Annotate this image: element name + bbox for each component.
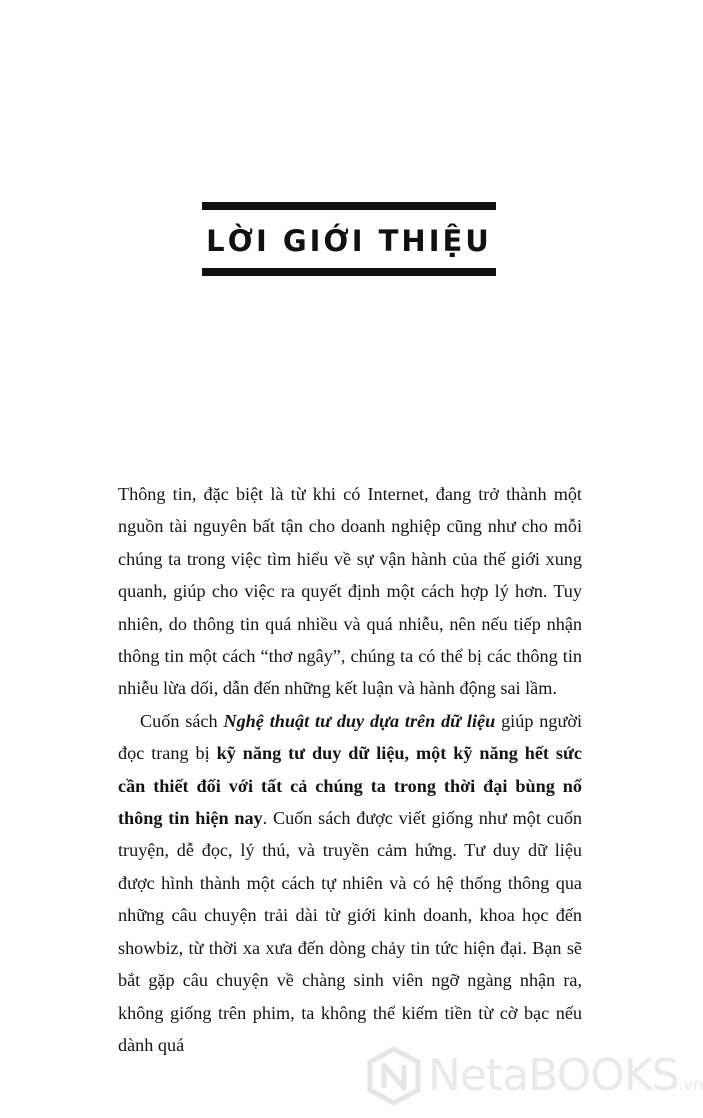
watermark-brand: NetaBOOKS <box>428 1050 679 1101</box>
body-text <box>118 478 582 1061</box>
n-logo-icon <box>366 1046 422 1106</box>
paragraph-2-middle: giúp người đọc trang bị <box>118 710 583 764</box>
book-title: Nghệ thuật tư duy dựa trên dữ liệu <box>223 710 496 731</box>
watermark-tld: .vn <box>678 1075 703 1094</box>
paragraph-2 <box>118 705 582 1061</box>
watermark <box>366 1040 703 1112</box>
paragraph-2-emphasis: kỹ năng tư duy dữ liệu, một kỹ năng hết sức cần thiết đối với tất cả chúng ta trong thời đại bùng nổ thông tin hiện nay <box>118 743 582 829</box>
watermark-text <box>428 1050 703 1101</box>
chapter-title: LỜI GIỚI THIỆU <box>206 224 492 258</box>
paragraph-2-rest: . Cuốn sách được viết giống như một cuốn truyện, dễ đọc, lý thú, và truyền cảm hứng. Tư duy dữ liệu được hình thành một cách tự nhiên và có hệ thống thông qua những câu chuyện trải dài từ giới kinh doanh, khoa học đến showbiz, từ thời xa xưa đến dòng chảy tin tức hiện đại. Bạn sẽ bắt gặp câu chuyện về chàng sinh viên ngỡ ngàng nhận ra, không giống trên phim, ta không thể kiếm tiền từ cờ bạc nếu dành quá <box>118 808 583 1055</box>
paragraph-1: Thông tin, đặc biệt là từ khi có Internet, đang trở thành một nguồn tài nguyên bất tận cho doanh nghiệp cũng như cho mỗi chúng ta trong việc tìm hiểu về sự vận hành của thế giới xung quanh, giúp cho việc ra quyết định một cách hợp lý hơn. Tuy nhiên, do thông tin quá nhiều và quá nhiễu, nên nếu tiếp nhận thông tin một cách “thơ ngây”, chúng ta có thể bị các thông tin nhiễu lừa dối, dẫn đến những kết luận và hành động sai lầm. <box>118 484 582 699</box>
title-rule-bottom <box>202 268 496 276</box>
title-rule-top <box>202 202 496 210</box>
paragraph-2-intro: Cuốn sách <box>140 710 224 731</box>
